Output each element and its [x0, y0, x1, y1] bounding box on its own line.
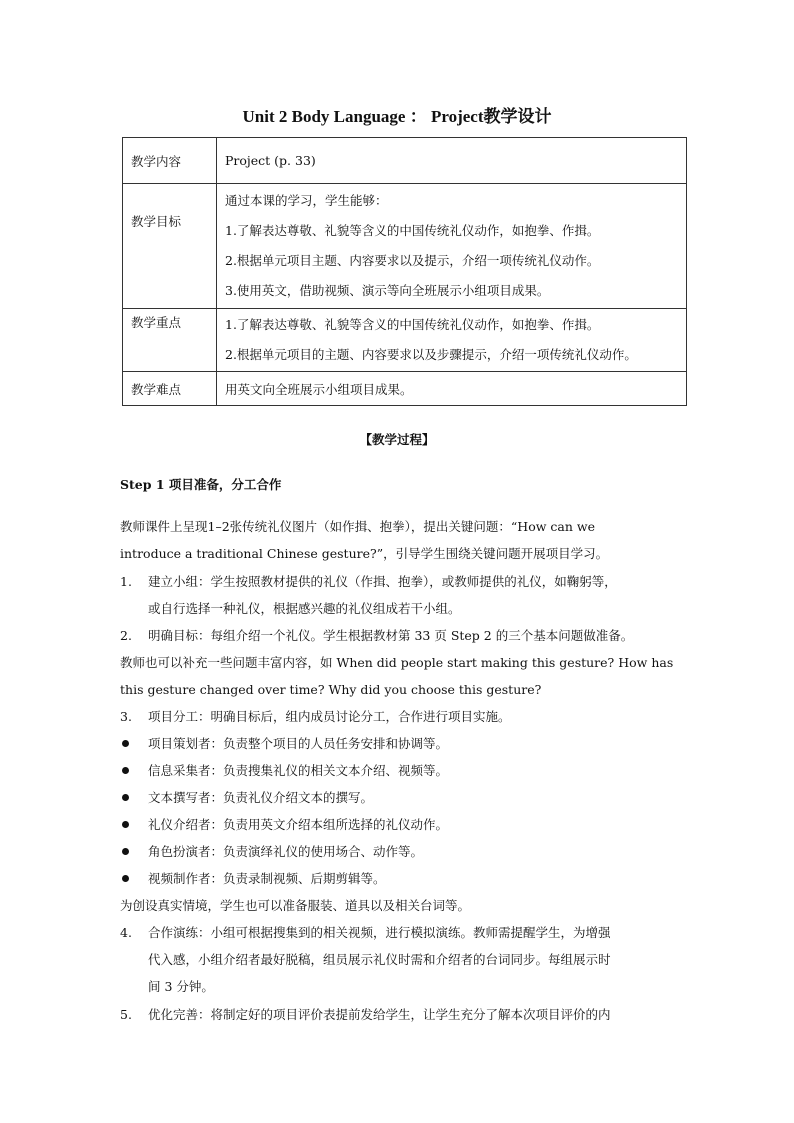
bullet-icon	[122, 848, 129, 855]
table-row	[123, 309, 687, 372]
role-text: 文本撰写者：负责礼仪介绍文本的撰写。	[148, 790, 374, 805]
bullet-icon	[122, 794, 129, 801]
process-heading: 【教学过程】	[359, 432, 435, 447]
table-row	[123, 184, 687, 309]
intro-paragraph	[120, 513, 680, 567]
lesson-info-table	[122, 137, 687, 406]
list-number: 1.	[120, 574, 132, 589]
list-text: 或自行选择一种礼仪，根据感兴趣的礼仪组成若干小组。	[148, 601, 461, 616]
table-row	[123, 372, 687, 406]
list-text: 明确目标：每组介绍一个礼仪。学生根据教材第 33 页 Step 2 的三个基本问题做准备。	[148, 628, 634, 643]
setting-note: 为创设真实情境，学生也可以准备服装、道具以及相关台词等。	[120, 898, 471, 913]
list-item	[120, 703, 680, 730]
list-number: 3.	[120, 709, 132, 724]
item2-extra-paragraph	[120, 649, 680, 703]
extra-line: 教师也可以补充一些问题丰富内容，如 When did people start making this gesture? How has	[120, 655, 674, 670]
role-text: 信息采集者：负责搜集礼仪的相关文本介绍、视频等。	[148, 763, 449, 778]
list-text: 优化完善：将制定好的项目评价表提前发给学生，让学生充分了解本次项目评价的内	[148, 1007, 611, 1022]
content-value: Project (p. 33)	[217, 138, 687, 184]
bullet-icon	[122, 821, 129, 828]
role-item	[120, 784, 680, 811]
step1-heading: Step 1 项目准备，分工合作	[120, 477, 282, 492]
intro-line: introduce a traditional Chinese gesture?”，引导学生围绕关键问题开展项目学习。	[120, 546, 609, 561]
list-text: 项目分工：明确目标后，组内成员讨论分工，合作进行项目实施。	[148, 709, 511, 724]
role-item	[120, 865, 680, 892]
content-label: 教学内容	[123, 138, 217, 184]
role-item	[120, 838, 680, 865]
extra-line: this gesture changed over time? Why did you choose this gesture?	[120, 682, 542, 697]
goals-cell	[217, 184, 687, 309]
list-text: 合作演练：小组可根据搜集到的相关视频，进行模拟演练。教师需提醒学生，为增强	[148, 925, 611, 940]
bullet-icon	[122, 740, 129, 747]
role-text: 视频制作者：负责录制视频、后期剪辑等。	[148, 871, 386, 886]
key-points-cell	[217, 309, 687, 372]
key-point-line: 2.根据单元项目的主题、内容要求以及步骤提示，介绍一项传统礼仪动作。	[225, 347, 637, 362]
list-item	[120, 919, 680, 1000]
list-item	[120, 1001, 680, 1028]
role-text: 项目策划者：负责整个项目的人员任务安排和协调等。	[148, 736, 449, 751]
table-row	[123, 138, 687, 184]
list-item	[120, 568, 680, 622]
list-number: 4.	[120, 925, 132, 940]
goals-label: 教学目标	[123, 184, 217, 309]
difficulty-label: 教学难点	[123, 372, 217, 406]
role-text: 角色扮演者：负责演绎礼仪的使用场合、动作等。	[148, 844, 424, 859]
goal-line: 2.根据单元项目主题、内容要求以及提示，介绍一项传统礼仪动作。	[225, 253, 600, 268]
difficulty-value: 用英文向全班展示小组项目成果。	[217, 372, 687, 406]
bullet-icon	[122, 875, 129, 882]
goal-line: 1.了解表达尊敬、礼貌等含义的中国传统礼仪动作，如抱拳、作揖。	[225, 223, 600, 238]
intro-line: 教师课件上呈现1–2张传统礼仪图片（如作揖、抱拳），提出关键问题：“How can we	[120, 519, 595, 534]
bullet-icon	[122, 767, 129, 774]
list-number: 5.	[120, 1007, 132, 1022]
role-item	[120, 811, 680, 838]
role-item	[120, 730, 680, 757]
key-point-line: 1.了解表达尊敬、礼貌等含义的中国传统礼仪动作，如抱拳、作揖。	[225, 317, 600, 332]
list-item	[120, 622, 680, 649]
goal-line: 通过本课的学习，学生能够：	[225, 193, 388, 208]
role-text: 礼仪介绍者：负责用英文介绍本组所选择的礼仪动作。	[148, 817, 449, 832]
list-text: 间 3 分钟。	[148, 979, 214, 994]
list-text: 代入感，小组介绍者最好脱稿，组员展示礼仪时需和介绍者的台词同步。每组展示时	[148, 952, 611, 967]
list-text: 建立小组：学生按照教材提供的礼仪（作揖、抱拳），或教师提供的礼仪，如鞠躬等，	[148, 574, 617, 589]
role-item	[120, 757, 680, 784]
goal-line: 3.使用英文，借助视频、演示等向全班展示小组项目成果。	[225, 283, 550, 298]
document-title: Unit 2 Body Language ： Project教学设计	[242, 107, 552, 126]
key-points-label: 教学重点	[123, 309, 217, 372]
list-number: 2.	[120, 628, 132, 643]
